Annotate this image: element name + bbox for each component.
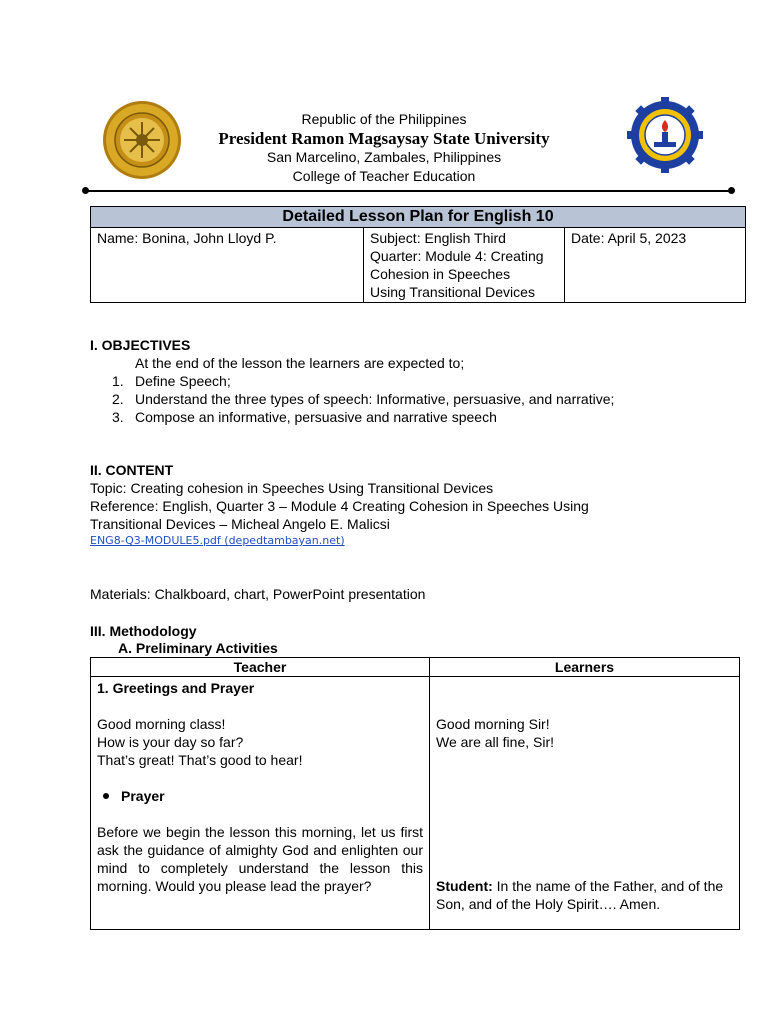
objective-number: 3. xyxy=(112,409,124,425)
university-address: San Marcelino, Zambales, Philippines xyxy=(266,149,502,165)
greetings-heading: 1. Greetings and Prayer xyxy=(97,680,255,696)
objective-number: 1. xyxy=(112,373,124,389)
objectives-intro: At the end of the lesson the learners are expected to; xyxy=(135,355,465,371)
preliminary-activities-heading: A. Preliminary Activities xyxy=(118,640,278,656)
objective-item: Define Speech; xyxy=(135,373,231,389)
prayer-label: Prayer xyxy=(121,788,165,804)
content-heading: II. CONTENT xyxy=(90,462,174,478)
student-prayer xyxy=(436,877,733,913)
subject-line: Using Transitional Devices xyxy=(370,284,535,300)
lesson-plan-title: Detailed Lesson Plan for English 10 xyxy=(91,207,746,228)
prayer-bullet xyxy=(97,787,423,805)
rule-right-dot xyxy=(728,187,735,194)
learners-cell xyxy=(430,677,740,930)
content-reference: Reference: English, Quarter 3 – Module 4 Creating Cohesion in Speeches Using xyxy=(90,498,589,514)
learner-line: Good morning Sir! xyxy=(436,716,550,732)
subject-line: Cohesion in Speeches xyxy=(370,266,511,282)
module-link[interactable]: ENG8-Q3-MODULE5.pdf (depedtambayan.net) xyxy=(90,534,345,547)
date-cell: Date: April 5, 2023 xyxy=(565,228,746,303)
teacher-line: Good morning class! xyxy=(97,716,226,732)
teacher-cell xyxy=(91,677,430,930)
college-name: College of Teacher Education xyxy=(292,168,476,184)
activities-table xyxy=(90,657,740,930)
student-label: Student: xyxy=(436,878,493,894)
content-reference: Transitional Devices – Micheal Angelo E. Malicsi xyxy=(90,516,390,532)
header-republic: Republic of the Philippines xyxy=(301,111,467,127)
lesson-plan-table xyxy=(90,206,746,303)
teacher-column-header: Teacher xyxy=(91,658,430,677)
objective-number: 2. xyxy=(112,391,124,407)
methodology-heading: III. Methodology xyxy=(90,623,197,639)
subject-line: Quarter: Module 4: Creating xyxy=(370,248,544,264)
objectives-heading: I. OBJECTIVES xyxy=(90,337,191,353)
learner-line: We are all fine, Sir! xyxy=(436,734,555,750)
objective-item: Understand the three types of speech: Informative, persuasive, and narrative; xyxy=(135,391,615,407)
university-name: President Ramon Magsaysay State University xyxy=(218,129,550,148)
prayer-text: Before we begin the lesson this morning, let us first ask the guidance of almighty God and enlighten our mind to completely understand the lesson this morning. Would you please lead the prayer? xyxy=(97,824,423,894)
header-rule xyxy=(86,190,732,192)
objective-item: Compose an informative, persuasive and narrative speech xyxy=(135,409,497,425)
teacher-line: That’s great! That’s good to hear! xyxy=(97,752,303,768)
content-materials: Materials: Chalkboard, chart, PowerPoint presentation xyxy=(90,586,426,602)
bullet-icon xyxy=(103,793,109,799)
teacher-line: How is your day so far? xyxy=(97,734,244,750)
subject-line: Subject: English Third xyxy=(370,230,506,246)
name-cell: Name: Bonina, John Lloyd P. xyxy=(91,228,364,303)
learners-column-header: Learners xyxy=(430,658,740,677)
student-prayer-text: In the name of the Father, and of the Son, and of the Holy Spirit…. Amen. xyxy=(436,878,724,912)
subject-cell xyxy=(364,228,565,303)
content-topic: Topic: Creating cohesion in Speeches Using Transitional Devices xyxy=(90,480,494,496)
